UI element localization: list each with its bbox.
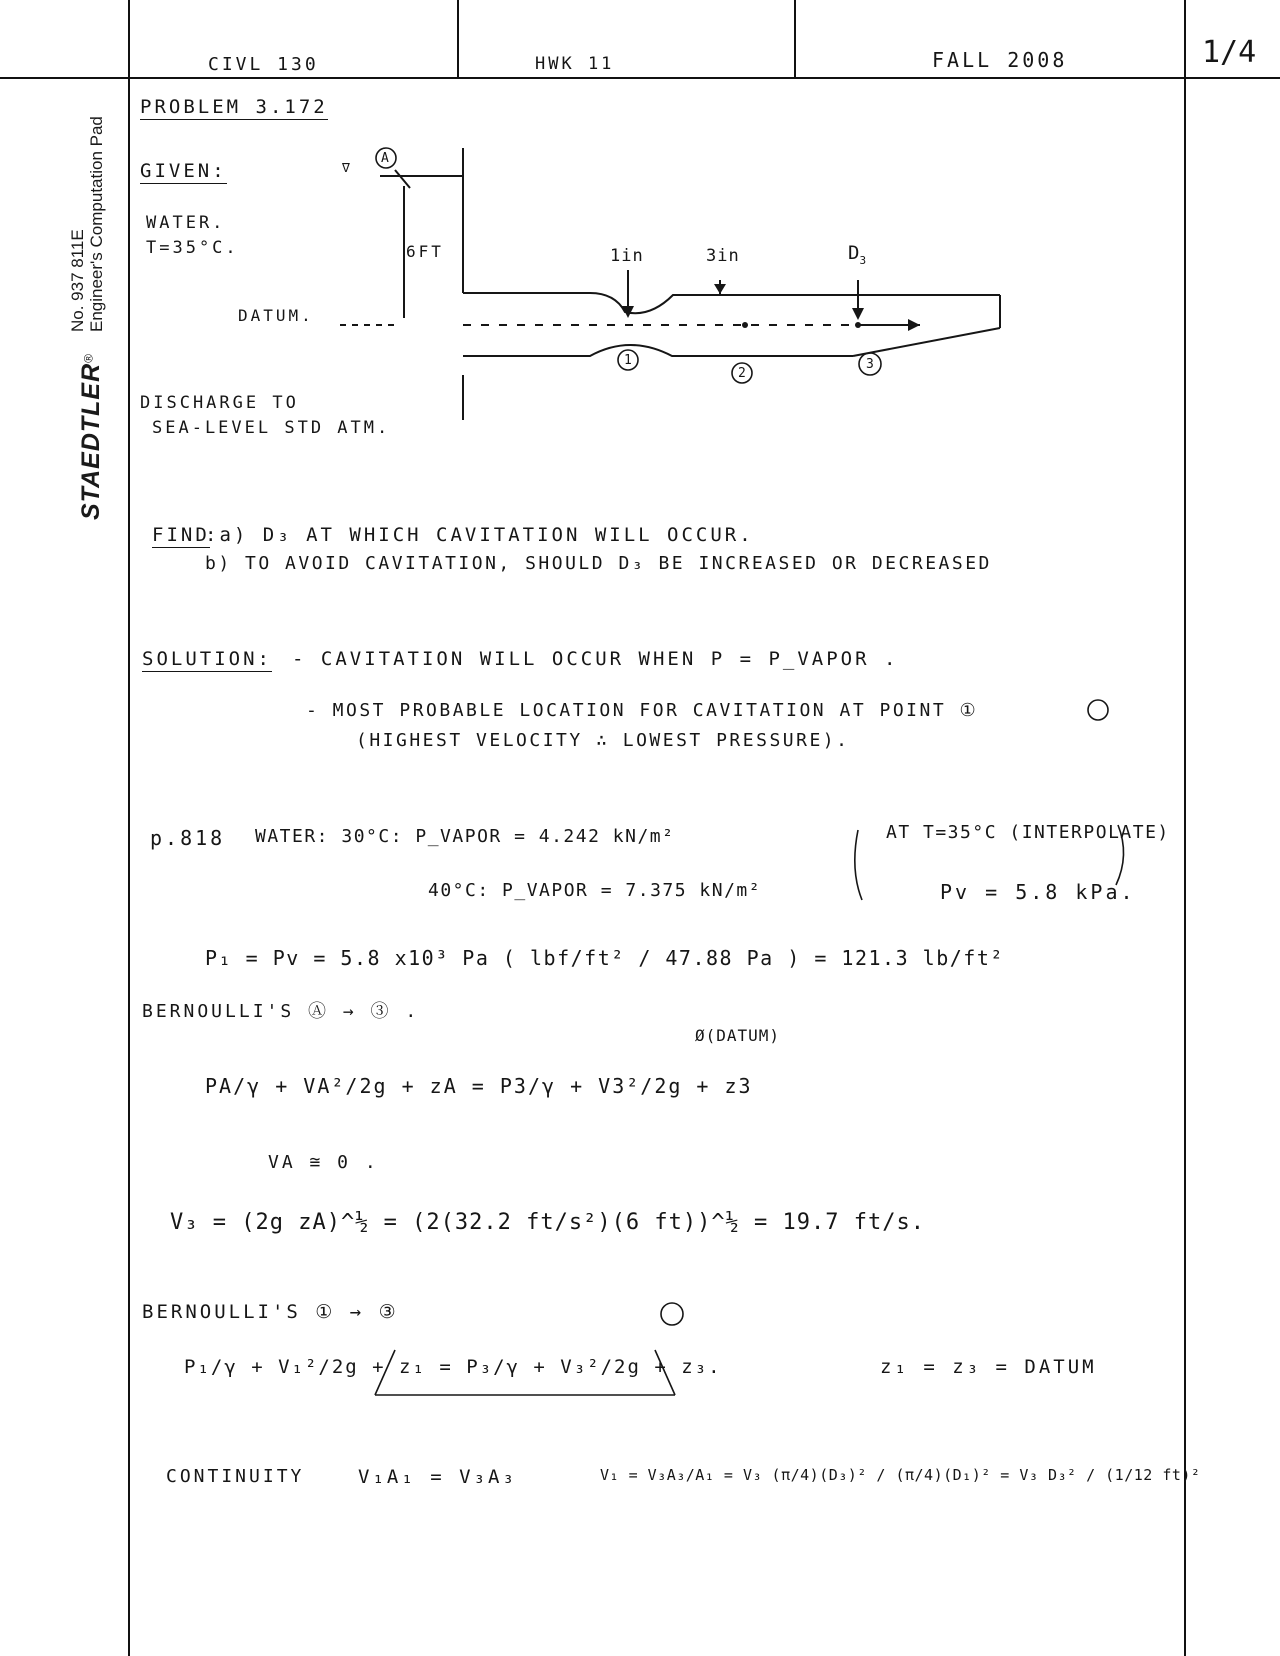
find-part-b: b) TO AVOID CAVITATION, SHOULD D₃ BE INCREASED OR DECREASED bbox=[205, 553, 992, 574]
bernoulli-a-to-3: BERNOULLI'S Ⓐ → ③ . bbox=[142, 1001, 420, 1022]
course-label: CIVL 130 bbox=[208, 54, 319, 75]
height-label: 6FT bbox=[406, 242, 444, 261]
pad-brand-label: STAEDTLER® No. 937 811E Engineer's Computation Pad bbox=[68, 116, 106, 520]
discharge-line-1: DISCHARGE TO bbox=[140, 393, 299, 413]
bernoulli-equation-1: PA/γ + VA²/2g + zA = P3/γ + V3²/2g + z3 bbox=[205, 1074, 753, 1098]
continuity-label: CONTINUITY bbox=[166, 1466, 305, 1487]
datum-note: Ø(DATUM) bbox=[695, 1026, 781, 1045]
given-temp: T=35°C. bbox=[146, 238, 239, 258]
page-number: 1/4 bbox=[1202, 35, 1257, 70]
solution-line-1: - CAVITATION WILL OCCUR WHEN P = P_VAPOR . bbox=[292, 648, 899, 670]
water-surface-symbol: ∇ bbox=[342, 161, 351, 176]
bernoulli-equation-2: P₁/γ + V₁²/2g + z₁ = P₃/γ + V₃²/2g + z₃. bbox=[184, 1356, 722, 1378]
continuity-equation: V₁A₁ = V₃A₃ bbox=[358, 1466, 517, 1488]
v1-expression: V₁ = V₃A₃/A₁ = V₃ (π/4)(D₃)² / (π/4)(D₁)² = V₃ D₃² / (1/12 ft)² bbox=[600, 1466, 1201, 1484]
node-2-label: 2 bbox=[738, 366, 747, 381]
find-part-a: :a) D₃ AT WHICH CAVITATION WILL OCCUR. bbox=[205, 524, 754, 546]
solution-label: SOLUTION: bbox=[142, 648, 272, 670]
dim-1in: 1in bbox=[610, 246, 644, 266]
term-label: FALL 2008 bbox=[932, 48, 1068, 72]
problem-title: PROBLEM 3.172 bbox=[140, 96, 328, 118]
interpolate-note: AT T=35°C (INTERPOLATE) bbox=[886, 822, 1170, 843]
v3-result: V₃ = (2g zA)^½ = (2(32.2 ft/s²)(6 ft))^½ = 19.7 ft/s. bbox=[170, 1210, 925, 1235]
given-label: GIVEN: bbox=[140, 160, 227, 182]
water-30c-vapor: WATER: 30°C: P_VAPOR = 4.242 kN/m² bbox=[255, 826, 675, 847]
water-40c-vapor: 40°C: P_VAPOR = 7.375 kN/m² bbox=[428, 880, 762, 901]
pad-name: Engineer's Computation Pad bbox=[87, 116, 106, 332]
homework-label: HWK 11 bbox=[535, 54, 615, 74]
dim-3in: 3in bbox=[706, 246, 740, 266]
solution-line-3: (HIGHEST VELOCITY ∴ LOWEST PRESSURE). bbox=[356, 730, 850, 751]
va-approx-zero: VA ≅ 0 . bbox=[268, 1152, 379, 1173]
discharge-line-2: SEA-LEVEL STD ATM. bbox=[152, 418, 391, 438]
dim-d3: $D_3$ bbox=[848, 242, 867, 267]
z-equal-datum: z₁ = z₃ = DATUM bbox=[880, 1356, 1097, 1378]
node-1-label: 1 bbox=[624, 353, 633, 368]
given-water: WATER. bbox=[146, 213, 226, 233]
vapor-pressure-result: Pv = 5.8 kPa. bbox=[940, 880, 1136, 904]
staedtler-logo: STAEDTLER bbox=[77, 362, 105, 520]
textbook-page-ref: p.818 bbox=[150, 826, 226, 850]
solution-line-2: - MOST PROBABLE LOCATION FOR CAVITATION AT POINT ① bbox=[306, 700, 979, 721]
pad-model: No. 937 811E bbox=[68, 229, 87, 332]
p1-conversion: P₁ = Pv = 5.8 x10³ Pa ( lbf/ft² / 47.88 Pa ) = 121.3 lb/ft² bbox=[205, 946, 1004, 970]
bernoulli-1-to-3: BERNOULLI'S ① → ③ bbox=[142, 1301, 399, 1323]
datum-label: DATUM. bbox=[238, 306, 314, 325]
point-a-label: A bbox=[381, 151, 390, 166]
find-label: FIND bbox=[152, 524, 210, 546]
node-3-label: 3 bbox=[866, 357, 875, 372]
